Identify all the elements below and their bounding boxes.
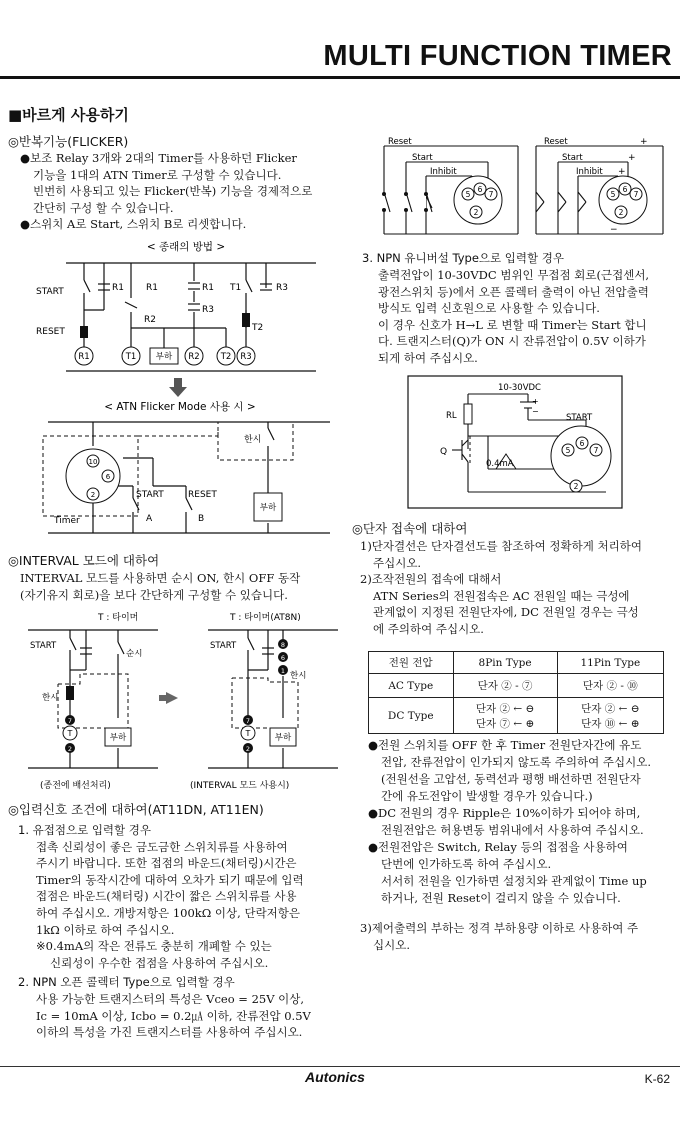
t2-contact <box>242 313 250 327</box>
input-title: ◎입력신호 조건에 대하여(AT11DN, AT11EN) <box>8 802 264 817</box>
lamp-row <box>75 347 255 365</box>
pin-label: 7 <box>488 190 494 199</box>
pin-label: 5 <box>610 190 616 199</box>
interval-body <box>20 570 340 603</box>
table-row <box>369 698 664 734</box>
a-label: A <box>146 514 153 524</box>
hansi-label: 한시 <box>244 435 262 445</box>
page-header-title: MULTI FUNCTION TIMER <box>323 40 672 72</box>
pin-label: 6 <box>579 439 585 448</box>
bullet-line: 간에 유도전압이 발생할 경우가 있습니다.) <box>381 789 593 803</box>
bullet-line: ●전원전압은 Switch, Relay 등의 접점을 사용하여 <box>368 840 628 854</box>
pin-label: 6 <box>622 185 628 194</box>
pin-label: 7 <box>593 446 599 455</box>
r2-label: R2 <box>144 315 156 325</box>
pin-label: 5 <box>565 446 571 455</box>
current-label: 0.4mA <box>486 459 514 469</box>
input-line: 1kΩ 이하로 하여 주십시오. <box>36 922 175 937</box>
t2-label: T2 <box>252 323 264 333</box>
terminal-line: 십시오. <box>373 937 410 952</box>
pin-label: 6 <box>280 654 286 662</box>
t-left-label: T : 타이머 <box>98 613 139 623</box>
lamp-label: T2 <box>220 352 232 362</box>
table-cell <box>453 698 557 734</box>
input-body <box>18 822 340 1041</box>
interval-line: (자기유지 회로)을 보다 간단하게 구성할 수 있습니다. <box>20 587 288 602</box>
reset-label: Reset <box>544 137 568 147</box>
minus-label: − <box>532 407 539 416</box>
pin-label: 8 <box>280 641 286 649</box>
interval-title: ◎INTERVAL 모드에 대하여 <box>8 553 160 568</box>
input-note: ※0.4mA의 작은 전류도 충분히 개폐할 수 있는 <box>36 939 272 954</box>
open-collector-diagram <box>378 134 668 238</box>
b-label: B <box>198 514 205 524</box>
t-label: T <box>67 729 73 738</box>
conventional-circuit-diagram <box>36 238 336 378</box>
plus-label: + <box>640 137 648 147</box>
r1-label: R1 <box>202 283 214 293</box>
hansi-contact <box>66 686 74 700</box>
input-line: 접촉 신뢰성이 좋은 금도금한 스위치류를 사용하여 <box>36 839 288 854</box>
pin-label: 2 <box>473 208 479 217</box>
table-cell-line: 단자 ⑦ ← ⊕ <box>475 717 535 730</box>
brand-logo: Autonics <box>305 1069 365 1085</box>
start-label: Start <box>562 153 583 163</box>
pin-label: 6 <box>105 473 111 481</box>
interval-diagram <box>18 608 340 794</box>
flicker-line: ●스위치 A로 Start, 스위치 B로 리셋합니다. <box>20 217 247 232</box>
q-label: Q <box>440 447 448 457</box>
r1-label: R1 <box>146 283 158 293</box>
start-label: START <box>36 287 64 297</box>
terminal-line: 1)단자결선은 단자결선도를 참조하여 정확하게 처리하여 <box>360 539 642 553</box>
table-cell: AC Type <box>369 674 454 698</box>
npn-line: 출력전압이 10-30VDC 범위인 무접점 회로(근접센서, <box>378 268 650 282</box>
input-line: 사용 가능한 트랜지스터의 특성은 Vceo = 25V 이상, <box>36 991 305 1006</box>
t-label: T <box>245 729 251 738</box>
bullet-line: ●전원 스위치를 OFF 한 후 Timer 전원단자간에 유도 <box>368 738 642 752</box>
flicker-line: 간단히 구성 할 수 있습니다. <box>33 200 174 215</box>
terminal-line: 관계없이 지정된 전원단자에, DC 전원일 경우는 극성 <box>373 605 639 620</box>
inhibit-label: Inhibit <box>576 167 603 177</box>
flicker-line: 빈번히 사용되고 있는 Flicker(반복) 기능을 경제적으로 <box>33 184 313 199</box>
bullet-line: 전압, 잔류전압이 인가되지 않도록 주의하여 주십시오. <box>381 755 651 769</box>
pin-label: 5 <box>465 190 471 199</box>
pin-label: 2 <box>618 208 624 217</box>
flicker-body <box>20 150 340 233</box>
timer-label: Timer <box>54 516 80 526</box>
bullet-line: 전원전압은 허용변동 범위내에서 사용하여 주십시오. <box>381 823 644 837</box>
reset-contact <box>80 326 88 338</box>
bullet-line: ●DC 전원의 경우 Ripple은 10%이하가 되어야 하며, <box>368 806 641 820</box>
footer-rule <box>0 1066 680 1067</box>
pin-label: 6 <box>477 185 483 194</box>
flicker-line: ●보조 Relay 3개와 2대의 Timer를 사용하던 Flicker <box>20 151 297 165</box>
caption-right: (INTERVAL 모드 사용시) <box>190 781 290 791</box>
input-note: 신뢰성이 우수한 접점을 사용하여 주십시오. <box>50 955 269 970</box>
start-label: START <box>210 641 237 651</box>
table-header: 전원 전압 <box>369 652 454 674</box>
pin-label: 10 <box>88 458 98 466</box>
pin-label: 2 <box>90 491 96 499</box>
bullet-line: 서서히 전원을 인가하면 설정치와 관계없이 Time up <box>381 874 647 888</box>
terminal-line: 에 주의하여 주십시오. <box>373 621 484 636</box>
t1-label: T1 <box>230 283 242 293</box>
input-line: Ic = 10mA 이상, Icbo = 0.2㎂ 이하, 잔류전압 0.5V <box>36 1008 311 1023</box>
pin-label: 2 <box>67 745 73 753</box>
lamp-label: R3 <box>240 352 252 362</box>
power-terminal-table <box>368 651 664 734</box>
lamp-label: T1 <box>125 352 137 362</box>
table-cell: DC Type <box>369 698 454 734</box>
load-label: 부하 <box>259 503 277 513</box>
table-cell-line: 단자 ② ← ⊖ <box>475 702 535 715</box>
r3-label: R3 <box>202 305 214 315</box>
bullet-line: 하거나, 전원 Reset이 걸리지 않을 수 있습니다. <box>381 891 621 905</box>
terminal-title: ◎단자 접속에 대하여 <box>352 521 468 536</box>
reset-label: RESET <box>36 327 65 337</box>
table-cell: 단자 ② - ⑦ <box>453 674 557 698</box>
lamp-label: 부하 <box>155 352 173 362</box>
npn-line: 방식도 입력 신호원으로 사용할 수 있습니다. <box>378 301 600 316</box>
minus-label: − <box>610 225 618 235</box>
pin-label: 2 <box>245 745 251 753</box>
header-rule <box>0 76 680 79</box>
load-label: 부하 <box>274 733 292 743</box>
terminal-line: 2)조작전원의 접속에 대해서 <box>360 572 502 587</box>
input-sub1-title: 1. 유접점으로 입력할 경우 <box>18 823 152 837</box>
reset-label: RESET <box>188 490 217 500</box>
table-cell-line: 단자 ⑩ ← ⊕ <box>581 717 640 730</box>
table-header: 8Pin Type <box>453 652 557 674</box>
table-row <box>369 674 664 698</box>
input-line: Timer의 동작시간에 대하여 오차가 되기 때문에 입력 <box>36 872 304 887</box>
caption-left: (종전에 배선처리) <box>40 781 111 791</box>
bullet-line: (전원선을 고압선, 동력선과 평행 배선하면 전원단자 <box>381 772 641 786</box>
start-label: START <box>136 490 164 500</box>
section-title: ■바르게 사용하기 <box>8 106 129 124</box>
start-label: Start <box>412 153 433 163</box>
lamp-label: R1 <box>78 352 90 362</box>
diagram-caption: < 종래의 방법 > <box>146 241 226 253</box>
right-arrow-icon <box>166 692 178 704</box>
rl-label: RL <box>446 411 457 421</box>
table-cell <box>557 698 663 734</box>
terminal-line: 3)제어출력의 부하는 정격 부하용량 이하로 사용하여 주 <box>360 921 639 935</box>
flicker-line: 기능을 1대의 ATN Timer로 구성할 수 있습니다. <box>33 167 282 182</box>
flicker-title: ◎반복기능(FLICKER) <box>8 134 129 149</box>
pin-label: 7 <box>245 717 251 725</box>
npn-body <box>378 267 676 367</box>
inhibit-label: Inhibit <box>430 167 457 177</box>
terminal-line: ATN Series의 전원접속은 AC 전원일 때는 극성에 <box>373 588 630 603</box>
vdc-label: 10-30VDC <box>498 383 541 393</box>
t-right-label: T : 타이머(AT8N) <box>230 613 301 623</box>
hansi-label: 한시 <box>290 671 307 681</box>
input-line: 하여 주십시오. 개방저항은 100kΩ 이상, 단락저항은 <box>36 905 301 920</box>
input-sub2-title: 2. NPN 오픈 콜렉터 Type으로 입력할 경우 <box>18 975 235 990</box>
lamp-label: R2 <box>188 352 200 362</box>
npn-line: 되게 하여 주십시오. <box>378 350 478 365</box>
npn-line: 광전스위치 등)에서 오픈 콜렉터 출력이 아닌 전압출력 <box>378 284 649 299</box>
terminal-item3 <box>360 920 676 953</box>
atn-flicker-diagram <box>38 398 338 538</box>
interval-line: INTERVAL 모드를 사용하면 순시 ON, 한시 OFF 동작 <box>20 571 301 585</box>
npn-title: 3. NPN 유니버설 Type으로 입력할 경우 <box>362 251 565 265</box>
diagram-caption: < ATN Flicker Mode 사용 시 > <box>104 401 256 413</box>
npn-line: 이 경우 신호가 H→L 로 변할 때 Timer는 Start 합니 <box>378 317 647 332</box>
pin-label: 7 <box>67 717 73 725</box>
hansi-label: 한시 <box>42 693 59 703</box>
r3-label: R3 <box>276 283 288 293</box>
terminal-body <box>360 538 676 638</box>
input-line: 접점은 바운드(채터링) 시간이 짧은 스위치류를 사용 <box>36 889 297 904</box>
pin-label: 7 <box>633 190 639 199</box>
sunsi-label: 순시 <box>126 649 143 659</box>
start-label: START <box>30 641 57 651</box>
r1-label: R1 <box>112 283 124 293</box>
terminal-line: 주십시오. <box>373 555 422 570</box>
terminal-bullets <box>368 737 676 907</box>
pin-label: 1 <box>280 667 286 675</box>
reset-label: Reset <box>388 137 412 147</box>
input-line: 주시기 바랍니다. 또한 접점의 바운드(채터링)시간은 <box>36 856 297 871</box>
table-cell-line: 단자 ② ← ⊖ <box>581 702 640 715</box>
table-cell: 단자 ② - ⑩ <box>557 674 663 698</box>
plus-label: + <box>532 397 539 406</box>
input-line: 이하의 특성을 가진 트랜지스터를 사용하여 주십시오. <box>36 1025 303 1040</box>
bullet-line: 단번에 인가하도록 하여 주십시오. <box>381 857 552 871</box>
npn-universal-diagram <box>406 374 624 510</box>
table-header-row <box>369 652 664 674</box>
start-label: START <box>566 413 593 423</box>
plus-label: + <box>628 153 636 163</box>
npn-line: 다. 트랜지스터(Q)가 ON 시 잔류전압이 0.5V 이하가 <box>378 334 646 349</box>
plus-label: + <box>618 167 626 177</box>
page-number: K-62 <box>644 1072 670 1086</box>
table-header: 11Pin Type <box>557 652 663 674</box>
pin-label: 2 <box>573 482 579 491</box>
down-arrow-icon <box>168 378 188 398</box>
load-label: 부하 <box>109 733 127 743</box>
